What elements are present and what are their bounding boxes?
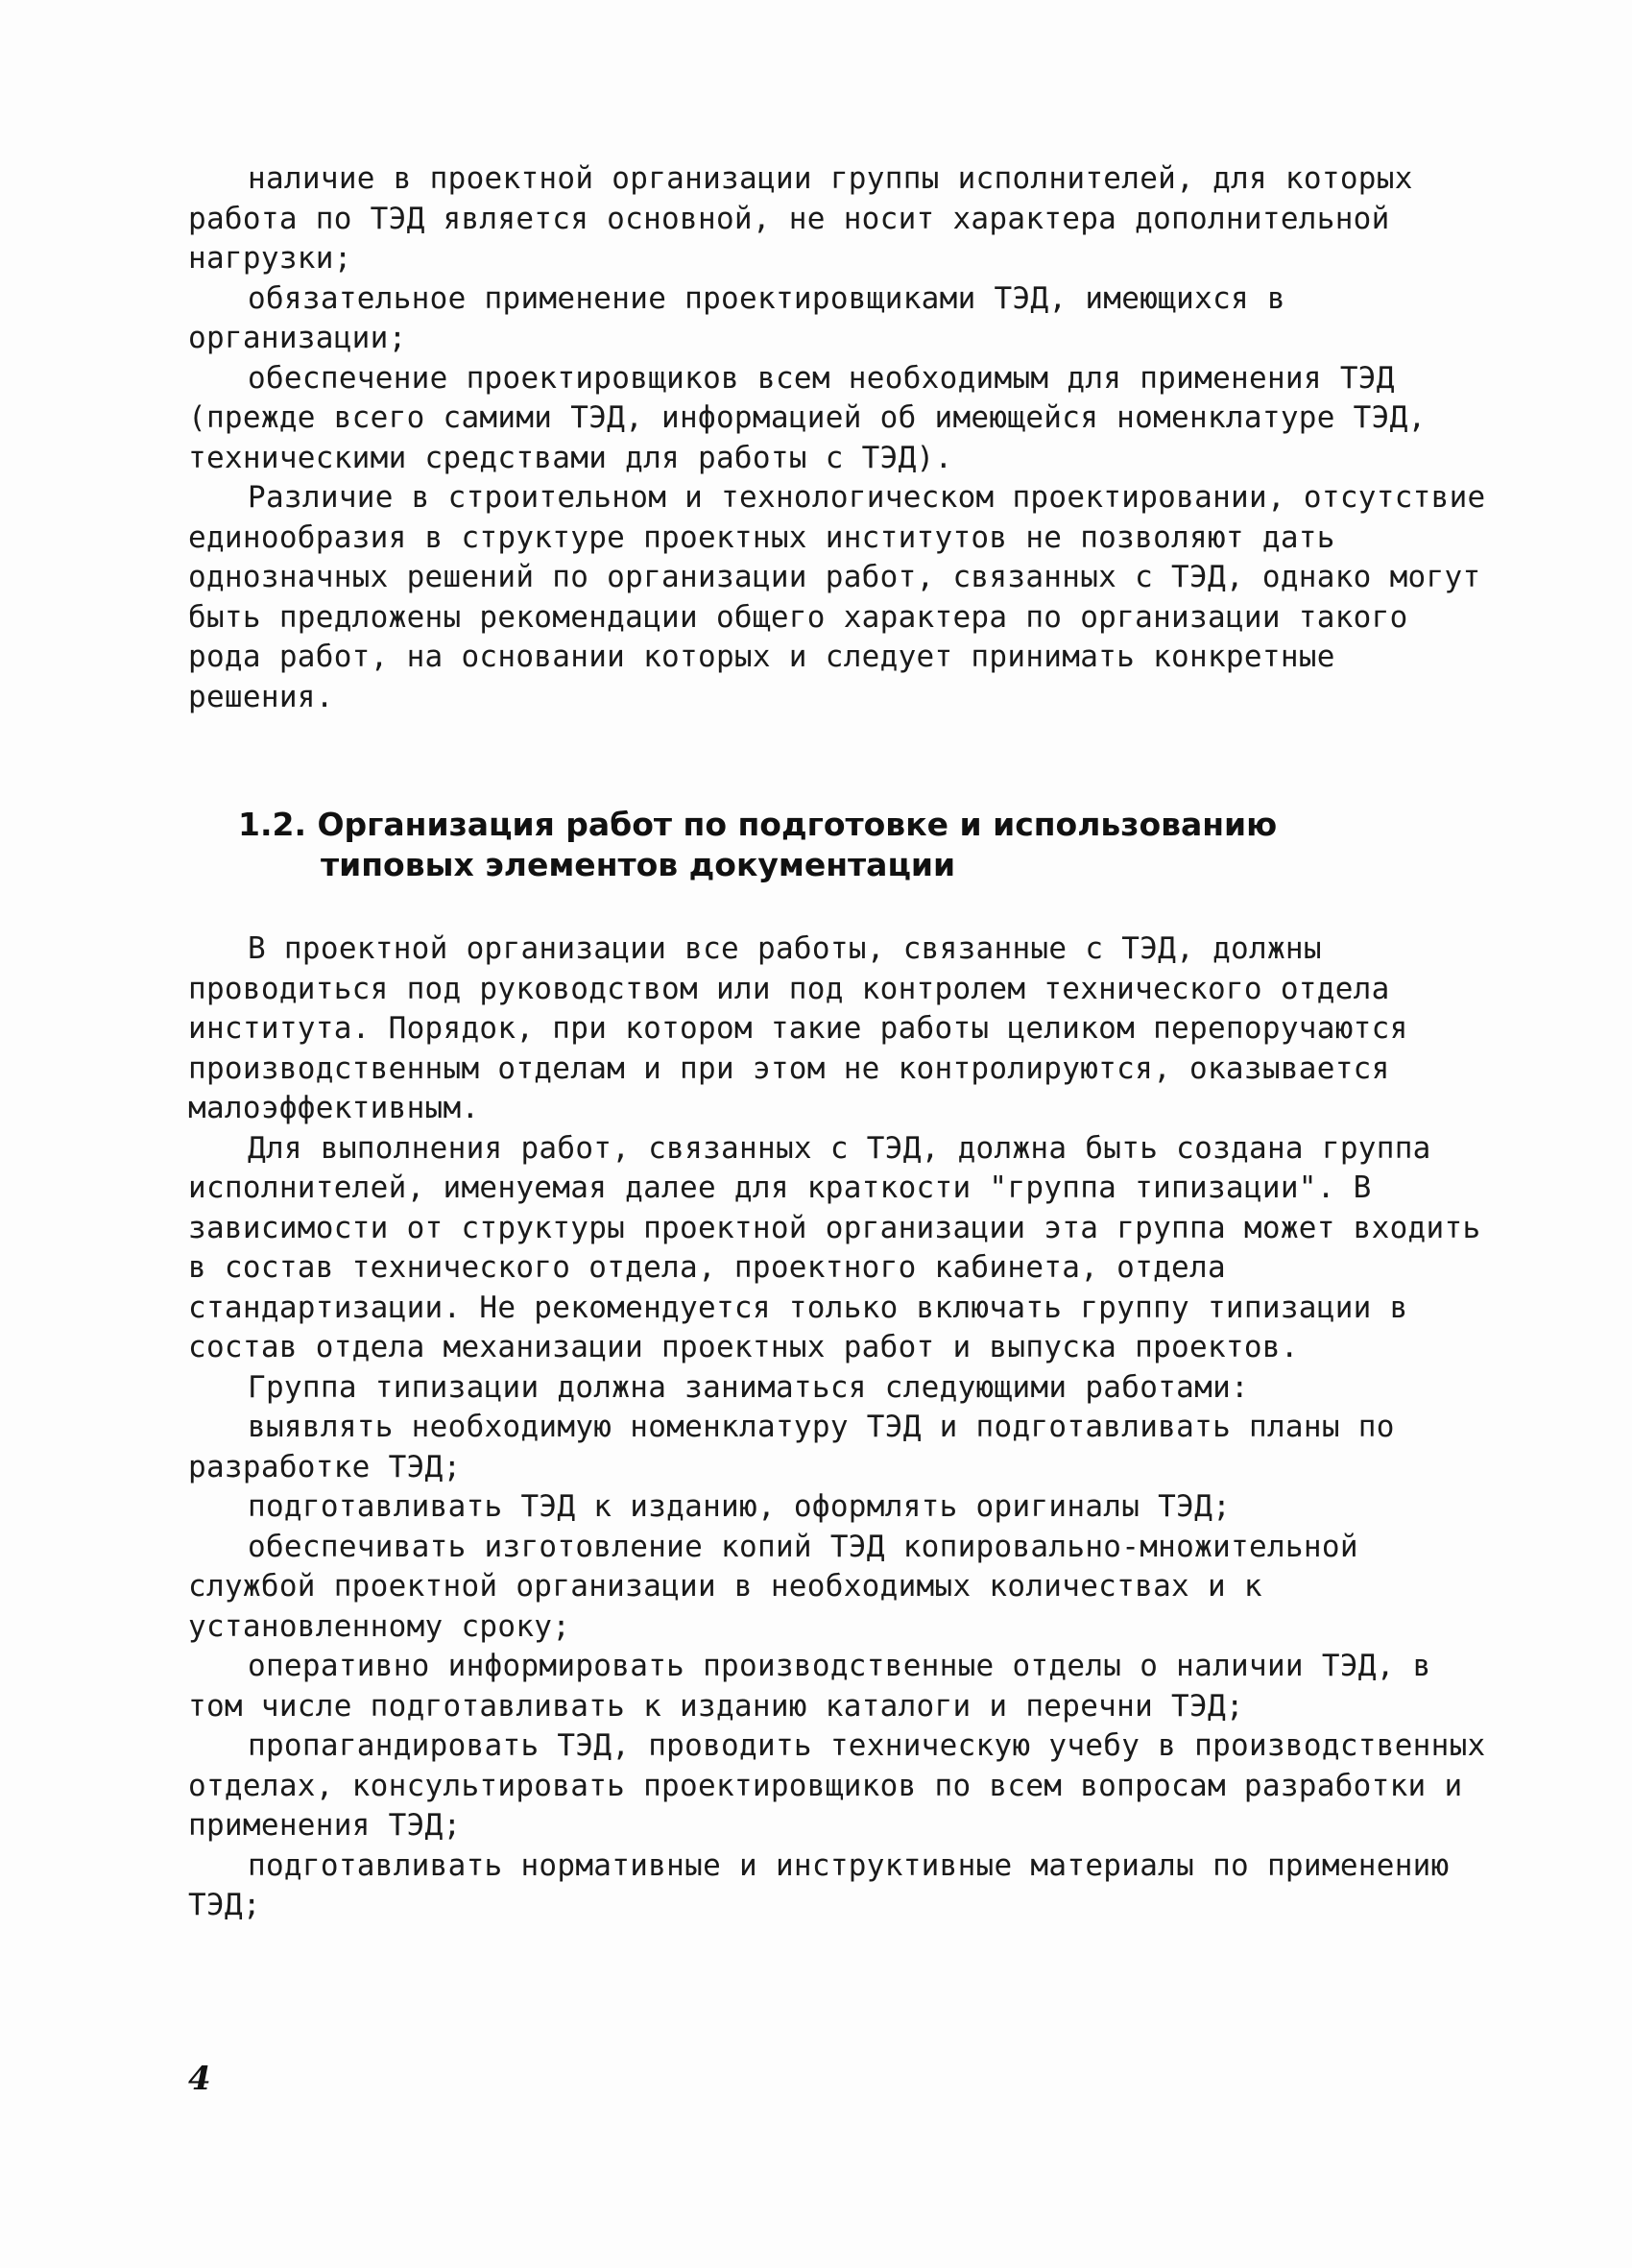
paragraph: Различие в строительном и технологическом проектировании, отсутствие единообразия в структуре проектных институтов не позволяют дать однозначных решений по организации работ, связанных с ТЭД, однако могут быть предложены рекомендации общего характера по организации такого рода работ, на основании которых и следует принимать конкретные решения. (188, 480, 1486, 714)
list-item: обеспечивать изготовление копий ТЭД копировально-множительной службой проектной организации в необходимых количествах и к установленному сроку; (188, 1529, 1358, 1644)
list-item: оперативно информировать производственные отделы о наличии ТЭД, в том числе подготавливать к изданию каталоги и перечни ТЭД; (188, 1649, 1431, 1724)
paragraph: Группа типизации должна заниматься следующими работами: (248, 1369, 1249, 1405)
section-heading (238, 805, 1390, 885)
list-item: подготавливать нормативные и инструктивные материалы по применению ТЭД; (188, 1847, 1450, 1922)
heading-line-1: 1.2. Организация работ по подготовке и использованию (238, 806, 1278, 843)
list-item: подготавливать ТЭД к изданию, оформлять оригиналы ТЭД; (248, 1489, 1232, 1524)
paragraph: Для выполнения работ, связанных с ТЭД, должна быть создана группа исполнителей, именуемая далее для краткости "группа типизации". В зависимости от структуры проектной организации эта группа может входить в состав технического отдела, проектного кабинета, отдела стандартизации. Не рекомендуется только включать группу типизации в состав отдела механизации проектных работ и выпуска проектов. (188, 1130, 1481, 1364)
section-2-text (188, 929, 1494, 1926)
paragraph: В проектной организации все работы, связанные с ТЭД, должны проводиться под руководством или под контролем технического отдела института. Порядок, при котором такие работы целиком перепоручаются производственным отделам и при этом не контролируются, оказывается малоэффективным. (188, 931, 1408, 1125)
paragraph: обязательное применение проектировщиками ТЭД, имеющихся в организации; (188, 280, 1285, 355)
paragraph: обеспечение проектировщиков всем необходимым для применения ТЭД (прежде всего самими ТЭД, информацией об имеющейся номенклатуре ТЭД, техническими средствами для работы с ТЭД). (188, 360, 1427, 475)
heading-line-2: типовых элементов документации (321, 846, 956, 883)
section-1-text (188, 159, 1494, 717)
page-number: 4 (188, 2060, 211, 2098)
paragraph: наличие в проектной организации группы исполнителей, для которых работа по ТЭД является основной, не носит характера дополнительной нагрузки; (188, 161, 1413, 276)
list-item: выявлять необходимую номенклатуру ТЭД и подготавливать планы по разработке ТЭД; (188, 1410, 1395, 1484)
list-item: пропагандировать ТЭД, проводить техническую учебу в производственных отделах, консультировать проектировщиков по всем вопросам разработки и применения ТЭД; (188, 1728, 1486, 1843)
